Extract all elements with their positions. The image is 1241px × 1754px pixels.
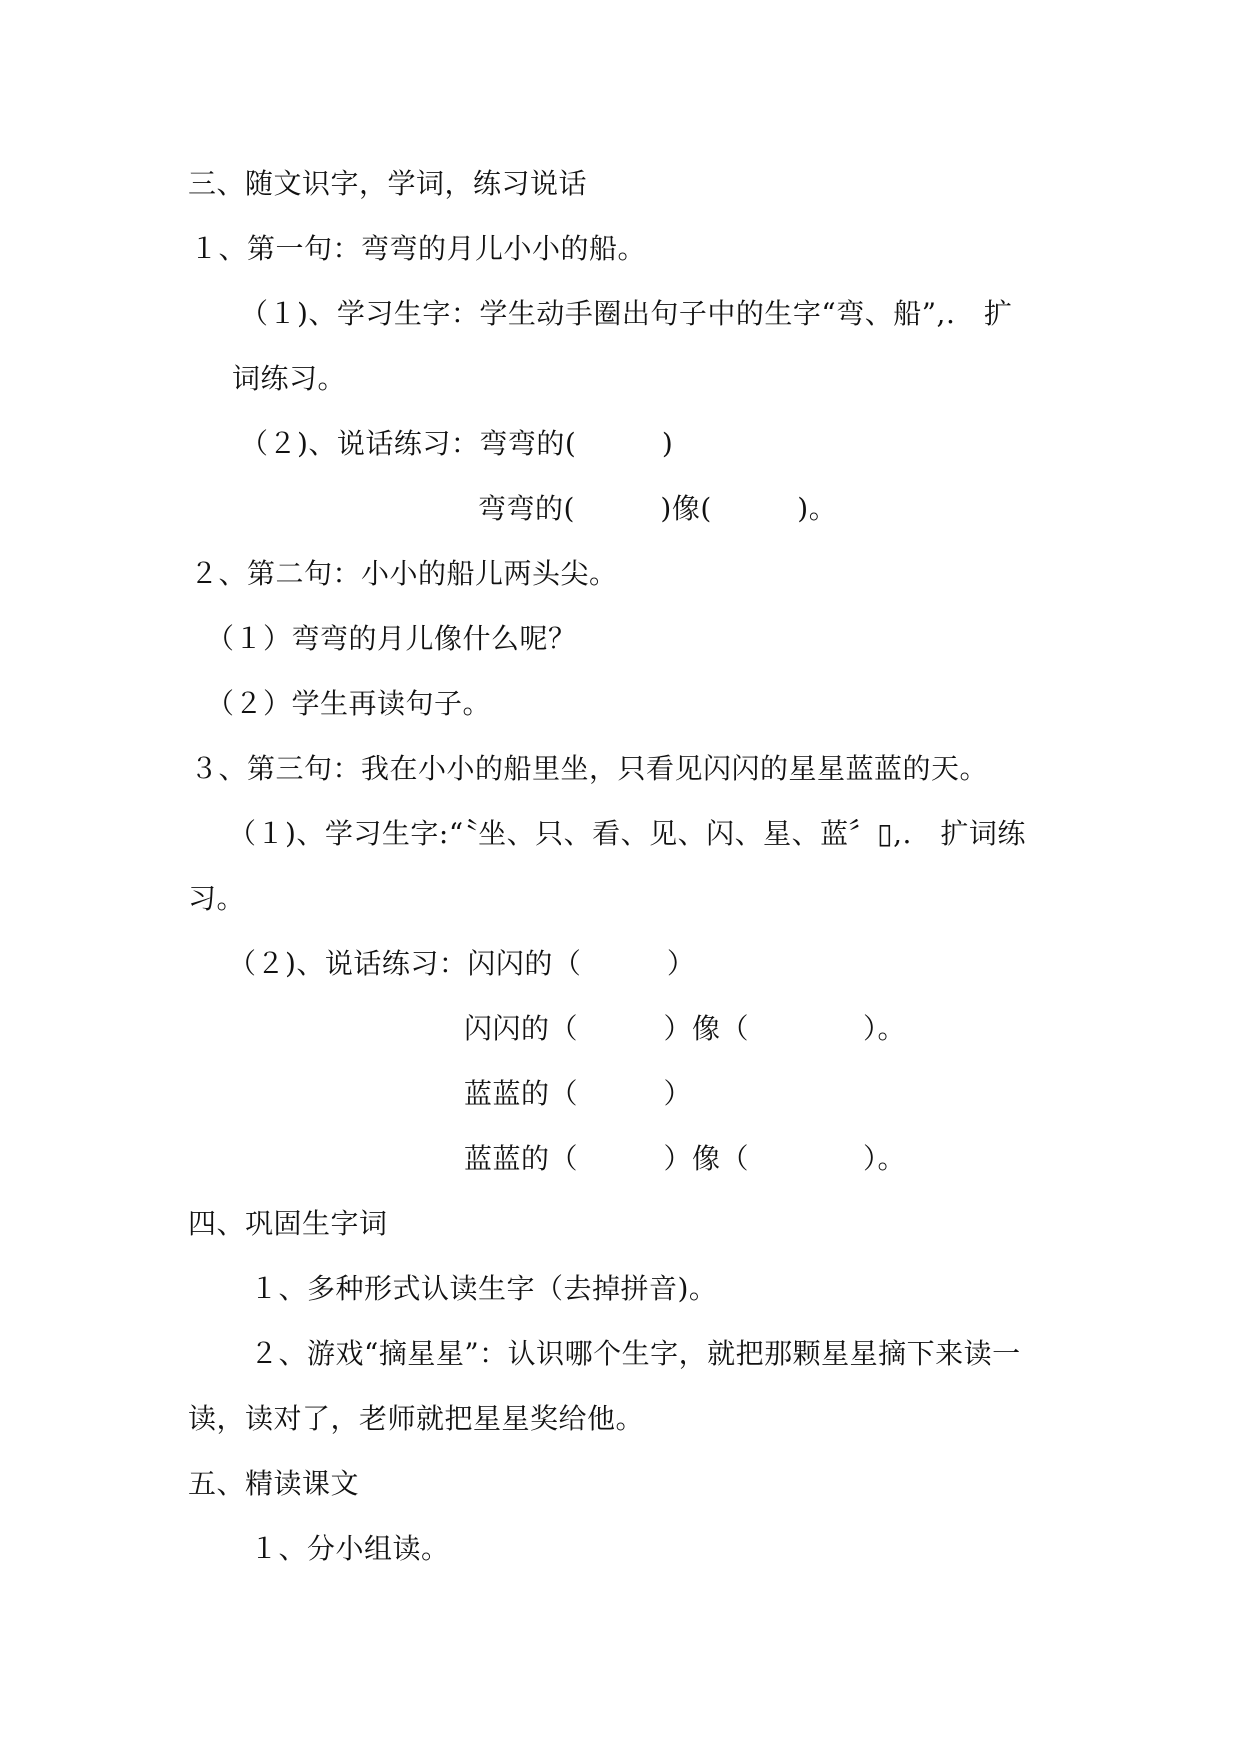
- section-heading-5: 五、精读课文: [188, 1467, 360, 1500]
- item-2-heading: ２、第二句：小小的船儿两头尖。: [190, 557, 618, 590]
- item-4-2: ２、游戏“摘星星”：认识哪个生字，就把那颗星星摘下来读一: [250, 1337, 1021, 1370]
- item-3-2-pattern-b: 蓝蓝的（ ）: [464, 1077, 693, 1110]
- item-3-heading: ３、第三句：我在小小的船里坐，只看见闪闪的星星蓝蓝的天。: [190, 752, 989, 785]
- section-heading-4: 四、巩固生字词: [188, 1207, 388, 1240]
- item-4-1: １、多种形式认读生字（去掉拼音)。: [250, 1272, 718, 1305]
- item-3-2-pattern-a: 闪闪的（ ）像（ ）。: [464, 1012, 907, 1045]
- item-1-heading: １、第一句：弯弯的月儿小小的船。: [190, 232, 647, 265]
- item-2-2: （２）学生再读句子。: [206, 687, 492, 720]
- item-3-1-continued: 习。: [188, 882, 246, 915]
- item-3-2-pattern-c: 蓝蓝的（ ）像（ ）。: [464, 1142, 907, 1175]
- item-1-2-pattern: 弯弯的( )像( )。: [478, 492, 838, 525]
- item-5-1: １、分小组读。: [250, 1532, 450, 1565]
- item-1-1-continued: 词练习。: [232, 362, 347, 395]
- item-4-2-continued: 读，读对了，老师就把星星奖给他。: [188, 1402, 645, 1435]
- item-1-1: （１)、学习生字：学生动手圈出句子中的生字“弯、船”,. 扩: [240, 297, 1013, 330]
- item-1-2: （２)、说话练习：弯弯的( ): [240, 427, 674, 460]
- item-3-2: （２)、说话练习：闪闪的（ ）: [228, 947, 696, 980]
- item-3-1: （１)、学习生字:“〝坐、只、看、见、闪、星、蓝〞▯,. 扩词练: [228, 817, 1026, 850]
- item-2-1: （１）弯弯的月儿像什么呢？: [206, 622, 577, 655]
- section-heading-3: 三、随文识字，学词，练习说话: [188, 167, 588, 200]
